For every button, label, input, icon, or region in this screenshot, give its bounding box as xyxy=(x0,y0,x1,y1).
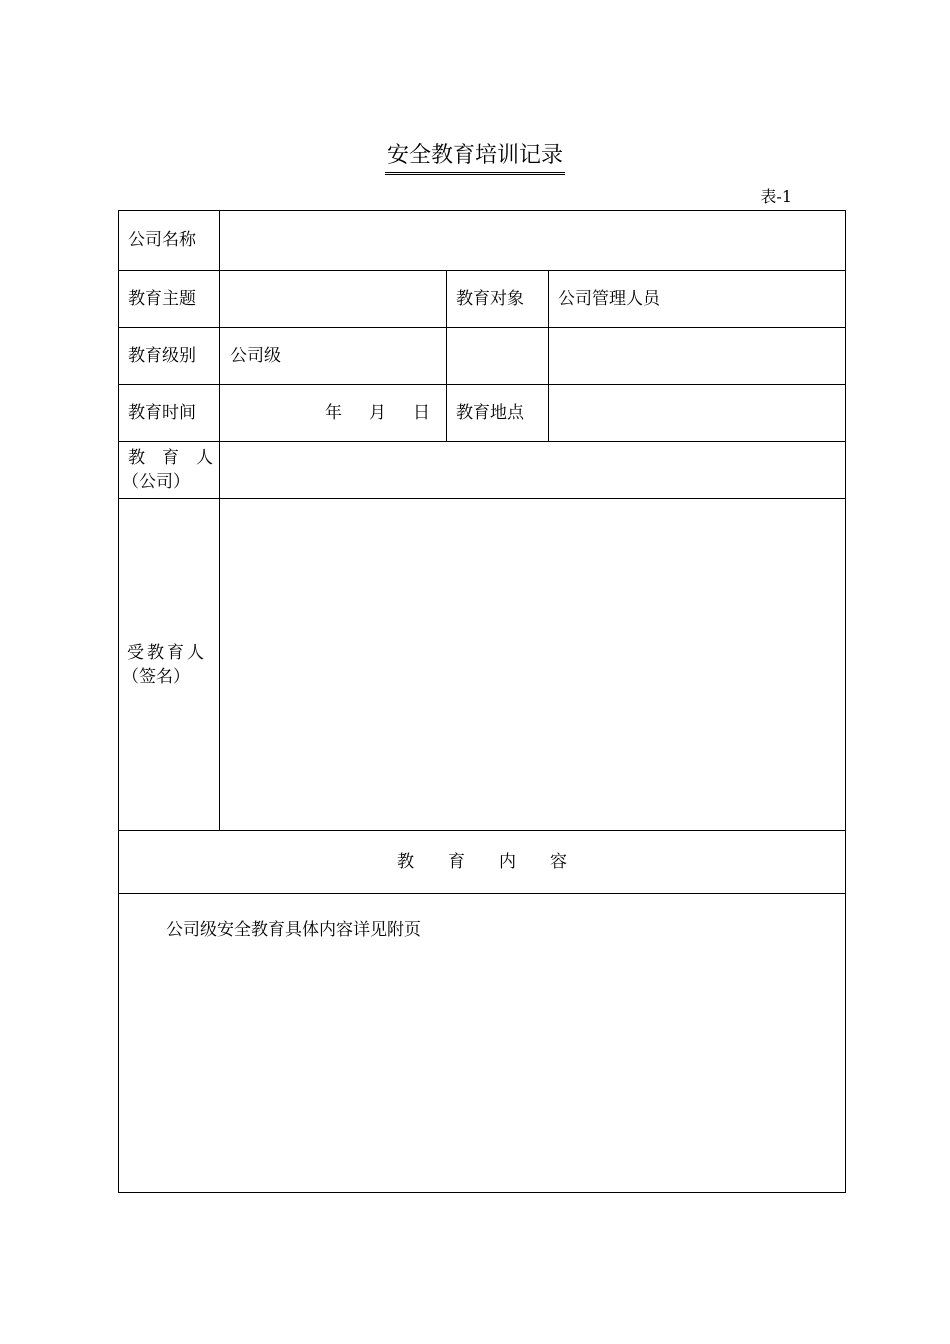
content-header: 教 育 内 容 xyxy=(397,852,567,872)
row-divider xyxy=(118,498,846,499)
row-divider xyxy=(118,327,846,328)
company-name-field[interactable] xyxy=(230,229,830,251)
column-divider xyxy=(446,270,447,442)
topic-label: 教育主题 xyxy=(128,289,196,309)
trainees-label-sub: （签名） xyxy=(122,667,190,687)
row-divider xyxy=(118,270,846,271)
topic-field[interactable] xyxy=(230,288,435,310)
educator-field[interactable] xyxy=(230,459,830,481)
table-border-top xyxy=(118,210,846,211)
label-column-divider xyxy=(219,210,220,831)
level-field[interactable]: 公司级 xyxy=(230,346,281,366)
table-border-left xyxy=(118,210,119,1193)
place-label: 教育地点 xyxy=(456,403,524,423)
row-divider xyxy=(118,893,846,894)
company-name-label: 公司名称 xyxy=(128,230,196,250)
educator-label: 教 育 人 xyxy=(128,448,213,468)
row-divider xyxy=(118,441,846,442)
date-field[interactable]: 年 月 日 xyxy=(325,403,435,423)
table-border-right xyxy=(845,210,846,1193)
trainees-label: 受教育人 xyxy=(127,643,207,663)
trainees-signature-area[interactable] xyxy=(221,500,843,828)
row-divider xyxy=(118,830,846,831)
level-label: 教育级别 xyxy=(128,346,196,366)
place-field[interactable] xyxy=(558,402,833,424)
column-divider xyxy=(548,270,549,442)
time-label: 教育时间 xyxy=(128,403,196,423)
table-border-bottom xyxy=(118,1192,846,1193)
target-label: 教育对象 xyxy=(456,289,524,309)
title-text: 安全教育培训记录 xyxy=(385,141,565,175)
content-text[interactable]: 公司级安全教育具体内容详见附页 xyxy=(166,920,421,940)
target-field[interactable]: 公司管理人员 xyxy=(558,289,660,309)
row-divider xyxy=(118,384,846,385)
page-title xyxy=(0,141,950,175)
form-number: 表-1 xyxy=(760,187,792,206)
educator-label-sub: （公司） xyxy=(122,472,190,492)
